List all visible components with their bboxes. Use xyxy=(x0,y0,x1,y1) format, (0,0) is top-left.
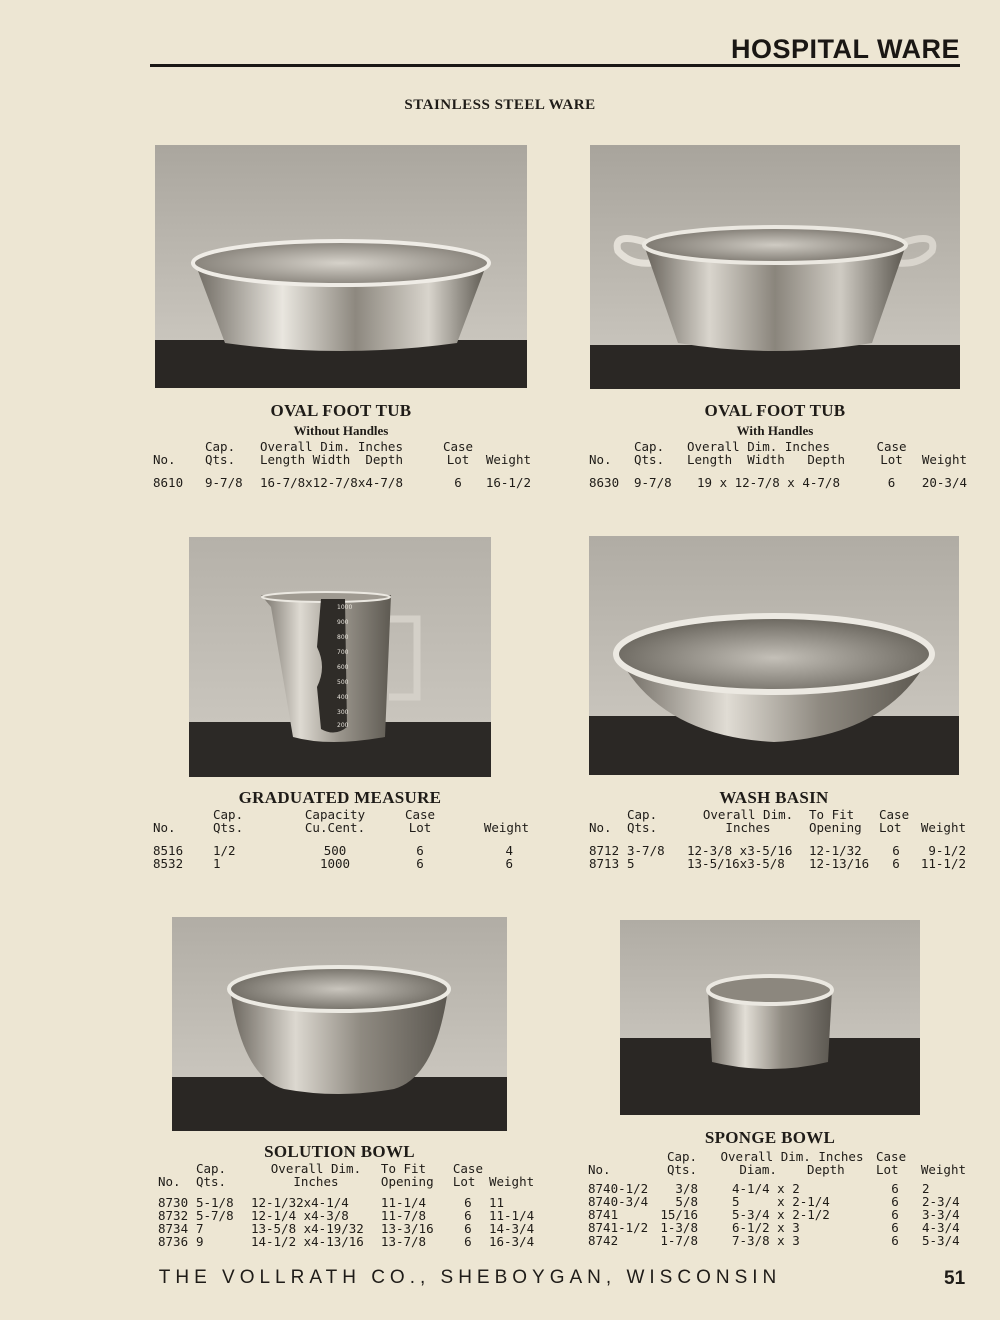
item-cap: 5-1/8 xyxy=(195,1195,234,1210)
oval-tub-spec-table xyxy=(153,440,531,489)
item-no: 8736 xyxy=(158,1234,189,1249)
item-dim: 13-5/16x3-5/8 xyxy=(687,856,785,871)
item-no: 8732 xyxy=(158,1208,189,1223)
item-weight: 11-1/2 xyxy=(920,856,966,871)
item-weight: 2 xyxy=(922,1181,930,1196)
item-dim: 14-1/2 x4-13/16 xyxy=(250,1234,364,1249)
col-header-cap: Cap. Qts. xyxy=(627,807,658,835)
item-case: 6 xyxy=(892,843,900,858)
item-diam: 4-1/4 x 2 xyxy=(732,1181,800,1196)
col-header-case: Case Lot xyxy=(879,807,910,835)
item-weight: 3-3/4 xyxy=(922,1207,960,1222)
item-cap: 9 xyxy=(195,1234,204,1249)
oval-tub-handles-photo xyxy=(590,145,960,389)
item-cap: 1-3/8 xyxy=(660,1220,698,1235)
item-cap: 9-7/8 xyxy=(205,475,243,490)
table-row xyxy=(153,476,531,489)
item-weight: 11 xyxy=(488,1195,505,1210)
item-weight: 4-3/4 xyxy=(922,1220,960,1235)
col-header-cap: Cap. Qts. xyxy=(205,439,236,467)
col-header-dim: Overall Dim. Inches xyxy=(270,1161,362,1189)
item-weight: 2-3/4 xyxy=(922,1194,960,1209)
col-header-opening: To Fit Opening xyxy=(380,1161,434,1189)
oval-tub-title: OVAL FOOT TUB xyxy=(270,401,412,420)
col-header-cap: Cap. Qts. xyxy=(213,807,244,835)
item-dim: 12-3/8 x3-5/16 xyxy=(687,843,793,858)
item-dim: 13-5/8 x4-19/32 xyxy=(250,1221,364,1236)
col-header-no: No. xyxy=(589,820,612,835)
table-row xyxy=(153,857,529,870)
item-no: 8516 xyxy=(153,843,184,858)
item-cap: 9-7/8 xyxy=(634,475,672,490)
oval-tub-handles-spec-table xyxy=(589,440,967,489)
item-case: 6 xyxy=(891,1233,899,1248)
wash-basin-title: WASH BASIN xyxy=(719,788,829,807)
catalog-subtitle: STAINLESS STEEL WARE xyxy=(404,97,596,113)
header-rule xyxy=(150,64,960,67)
col-header-no: No. xyxy=(589,452,612,467)
solution-bowl-title: SOLUTION BOWL xyxy=(264,1142,415,1161)
solution-bowl-photo xyxy=(172,917,507,1131)
col-header-weight: Weight xyxy=(483,820,529,835)
scale-label: 200 xyxy=(337,722,349,729)
oval-tub-handles-title: OVAL FOOT TUB xyxy=(704,401,846,420)
item-no: 8734 xyxy=(158,1221,189,1236)
item-cap: 3-7/8 xyxy=(627,843,665,858)
item-dim: 12-1/32x4-1/4 xyxy=(250,1195,349,1210)
item-cap: 5/8 xyxy=(675,1194,698,1209)
item-case: 6 xyxy=(416,856,424,871)
item-weight: 5-3/4 xyxy=(922,1233,960,1248)
item-cap: 1/2 xyxy=(213,843,236,858)
item-no: 8630 xyxy=(589,475,620,490)
item-opening: 13-3/16 xyxy=(380,1221,434,1236)
item-cap: 1-7/8 xyxy=(660,1233,698,1248)
item-no: 8713 xyxy=(589,856,620,871)
section-title: HOSPITAL WARE xyxy=(730,34,960,64)
item-no: 8742 xyxy=(588,1233,619,1248)
oval-tub-subtitle: Without Handles xyxy=(293,423,389,438)
item-dim: 19 x 12-7/8 x 4-7/8 xyxy=(697,475,840,490)
item-weight: 4 xyxy=(505,843,513,858)
item-cap: 5-7/8 xyxy=(195,1208,234,1223)
graduated-measure-photo xyxy=(189,537,491,777)
col-header-case: Case Lot xyxy=(452,1161,483,1189)
item-cap: 7 xyxy=(195,1221,204,1236)
item-case: 6 xyxy=(892,856,900,871)
item-diam: 5-3/4 x 2-1/2 xyxy=(732,1207,830,1222)
item-case: 6 xyxy=(891,1220,899,1235)
item-cap: 3/8 xyxy=(675,1181,698,1196)
item-no: 8610 xyxy=(153,475,184,490)
col-header-case: Case Lot xyxy=(876,1149,907,1177)
item-weight: 16-1/2 xyxy=(485,475,531,490)
item-no: 8741 xyxy=(588,1207,619,1222)
col-header-opening: To Fit Opening xyxy=(809,807,862,835)
item-opening: 13-7/8 xyxy=(380,1234,427,1249)
scale-label: 900 xyxy=(337,619,349,626)
solution-bowl-spec-table xyxy=(158,1162,536,1248)
item-weight: 14-3/4 xyxy=(488,1221,535,1236)
scale-label: 800 xyxy=(337,634,349,641)
graduated-measure-title: GRADUATED MEASURE xyxy=(238,788,442,807)
graduated-measure-spec-table xyxy=(153,808,529,870)
col-header-no: No. xyxy=(588,1162,611,1177)
wash-basin-photo xyxy=(589,536,959,775)
col-header-diam: Overall Dim. Inches Diam. Depth xyxy=(720,1149,864,1177)
item-no: 8740-3/4 xyxy=(588,1194,649,1209)
item-case: 6 xyxy=(454,475,462,490)
scale-label: 1000 xyxy=(337,604,353,611)
table-row xyxy=(588,1234,966,1247)
oval-tub-photo xyxy=(155,145,527,388)
item-case: 6 xyxy=(464,1195,472,1210)
item-diam: 6-1/2 x 3 xyxy=(732,1220,800,1235)
table-row xyxy=(589,857,966,870)
item-opening: 11-1/4 xyxy=(380,1195,427,1210)
company-footer: THE VOLLRATH CO., SHEBOYGAN, WISCONSIN xyxy=(158,1267,782,1288)
item-weight: 9-1/2 xyxy=(928,843,966,858)
item-case: 6 xyxy=(891,1207,899,1222)
col-header-case: Case Lot xyxy=(442,439,474,467)
col-header-case: Case Lot xyxy=(404,807,436,835)
item-dim: 16-7/8x12-7/8x4-7/8 xyxy=(260,475,403,490)
col-header-no: No. xyxy=(153,452,176,467)
item-case: 6 xyxy=(891,1181,899,1196)
sponge-bowl-spec-table xyxy=(588,1150,966,1247)
col-header-weight: Weight xyxy=(488,1174,535,1189)
item-weight: 20-3/4 xyxy=(921,475,967,490)
col-header-no: No. xyxy=(153,820,176,835)
item-cap: 15/16 xyxy=(660,1207,698,1222)
item-case: 6 xyxy=(464,1234,472,1249)
item-case: 6 xyxy=(891,1194,899,1209)
col-header-weight: Weight xyxy=(920,820,966,835)
item-capacity: 500 xyxy=(323,843,347,858)
item-case: 6 xyxy=(464,1208,472,1223)
item-no: 8741-1/2 xyxy=(588,1220,649,1235)
item-case: 6 xyxy=(887,475,896,490)
col-header-weight: Weight xyxy=(485,452,531,467)
col-header-cap: Cap. Qts. xyxy=(666,1149,698,1177)
col-header-dim: Overall Dim. Inches Length Width Depth xyxy=(687,439,846,467)
scale-label: 600 xyxy=(337,664,349,671)
item-cap: 5 xyxy=(627,856,635,871)
item-no: 8712 xyxy=(589,843,620,858)
col-header-dim: Overall Dim. Inches Length Width Depth xyxy=(260,439,403,467)
sponge-bowl-photo xyxy=(620,920,920,1115)
item-opening: 11-7/8 xyxy=(380,1208,427,1223)
item-diam: 5 x 2-1/4 xyxy=(732,1194,830,1209)
item-no: 8532 xyxy=(153,856,184,871)
col-header-weight: Weight xyxy=(921,452,967,467)
page-number: 51 xyxy=(944,1268,966,1289)
item-weight: 6 xyxy=(505,856,513,871)
col-header-capacity: Capacity Cu.Cent. xyxy=(304,807,366,835)
col-header-cap: Cap. Qts. xyxy=(634,439,665,467)
item-dim: 12-1/4 x4-3/8 xyxy=(250,1208,349,1223)
item-no: 8730 xyxy=(158,1195,189,1210)
table-row xyxy=(158,1235,536,1248)
item-diam: 7-3/8 x 3 xyxy=(732,1233,800,1248)
item-case: 6 xyxy=(416,843,424,858)
sponge-bowl-title: SPONGE BOWL xyxy=(704,1128,836,1147)
col-header-no: No. xyxy=(158,1174,181,1189)
item-no: 8740-1/2 xyxy=(588,1181,649,1196)
table-row xyxy=(589,476,967,489)
wash-basin-spec-table xyxy=(589,808,966,870)
item-opening: 12-13/16 xyxy=(809,856,870,871)
scale-label: 700 xyxy=(337,649,349,656)
col-header-dim: Overall Dim. Inches xyxy=(702,807,794,835)
item-weight: 16-3/4 xyxy=(488,1234,535,1249)
col-header-case: Case Lot xyxy=(876,439,907,467)
item-case: 6 xyxy=(464,1221,472,1236)
scale-label: 500 xyxy=(337,679,349,686)
scale-label: 400 xyxy=(337,694,349,701)
scale-label: 300 xyxy=(337,709,349,716)
col-header-cap: Cap. Qts. xyxy=(195,1161,227,1189)
item-cap: 1 xyxy=(213,856,221,871)
oval-tub-handles-subtitle: With Handles xyxy=(736,423,814,438)
col-header-weight: Weight xyxy=(920,1162,966,1177)
item-capacity: 1000 xyxy=(319,856,351,871)
item-weight: 11-1/4 xyxy=(488,1208,535,1223)
item-opening: 12-1/32 xyxy=(809,843,862,858)
